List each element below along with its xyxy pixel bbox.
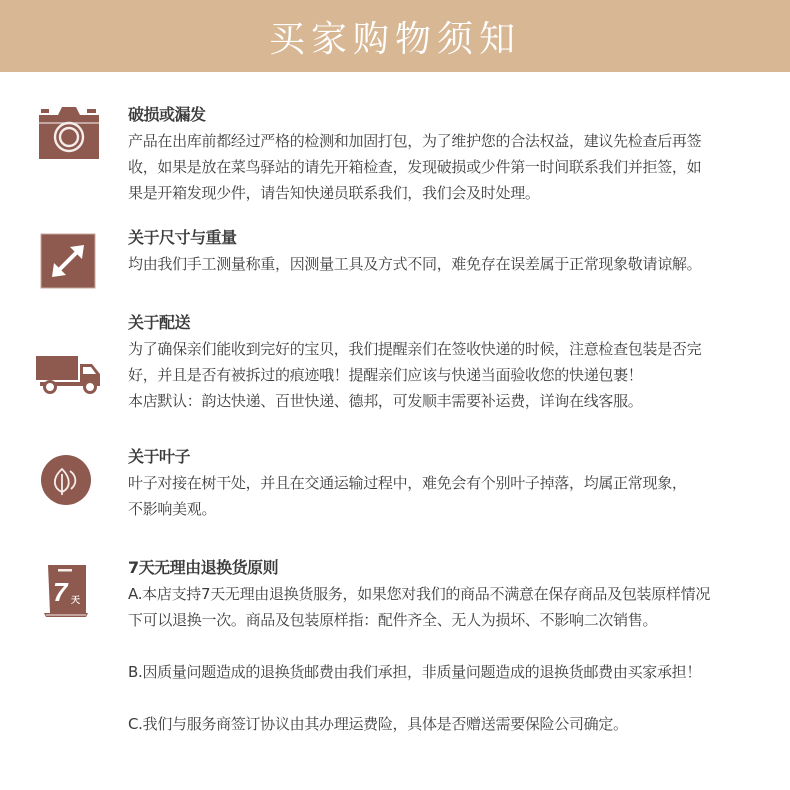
- camera-icon: [38, 105, 100, 161]
- body-line: A.本店支持7天无理由退换货服务，如果您对我们的商品不满意在保存商品及包装原样情况: [128, 585, 711, 603]
- section-title: 关于尺寸与重量: [128, 228, 237, 247]
- body-line: 不影响美观。: [128, 500, 217, 518]
- section-content: [128, 446, 778, 522]
- body-line: 本店默认：韵达快递、百世快递、德邦，可发顺丰需要补运费，详询在线客服。: [128, 392, 643, 410]
- body-line: 好，并且是否有被拆过的痕迹哦！提醒亲们应该与快递当面验收您的快递包裹！: [128, 366, 643, 384]
- section-content: [128, 227, 778, 277]
- body-line: C.我们与服务商签订协议由其办理运费险，具体是否赠送需要保险公司确定。: [128, 715, 628, 733]
- section-body: [128, 336, 778, 414]
- section-body: [128, 128, 778, 206]
- resize-arrow-icon: [40, 233, 96, 289]
- page-title: 买家购物须知: [268, 18, 521, 60]
- body-line: 产品在出库前都经过严格的检测和加固打包，为了维护您的合法权益，建议先检查后再签: [128, 132, 702, 150]
- section-body: [128, 251, 778, 277]
- seven-day-calendar-icon: [44, 563, 90, 619]
- body-line: 果是开箱发现少件，请告知快递员联系我们，我们会及时处理。: [128, 184, 540, 202]
- section-body: [128, 581, 778, 737]
- section-body: [128, 470, 778, 522]
- body-line: 下可以退换一次。商品及包装原样指：配件齐全、无人为损坏、不影响二次销售。: [128, 611, 658, 629]
- icon-unit: 天: [71, 596, 81, 606]
- section-title: 7天无理由退换货原则: [128, 558, 279, 577]
- section-title: 关于配送: [128, 313, 191, 332]
- truck-icon: [36, 354, 102, 394]
- section-content: [128, 104, 778, 206]
- body-line: 为了确保亲们能收到完好的宝贝，我们提醒亲们在签收快递的时候，注意检查包装是否完: [128, 340, 702, 358]
- icon-number: 7: [53, 577, 68, 607]
- body-line: 均由我们手工测量称重，因测量工具及方式不同，难免存在误差属于正常现象敬请谅解。: [128, 255, 702, 273]
- body-line: 叶子对接在树干处，并且在交通运输过程中，难免会有个别叶子掉落，均属正常现象，: [128, 474, 687, 492]
- body-line: B.因质量问题造成的退换货邮费由我们承担，非质量问题造成的退换货邮费由买家承担！: [128, 663, 702, 681]
- page-header: [0, 0, 790, 72]
- leaf-icon: [40, 454, 92, 506]
- section-content: [128, 312, 778, 414]
- section-content: [128, 557, 778, 737]
- section-title: 破损或漏发: [128, 105, 206, 124]
- section-title: 关于叶子: [128, 447, 191, 466]
- body-line: 收，如果是放在菜鸟驿站的请先开箱检查，发现破损或少件第一时间联系我们并拒签，如: [128, 158, 702, 176]
